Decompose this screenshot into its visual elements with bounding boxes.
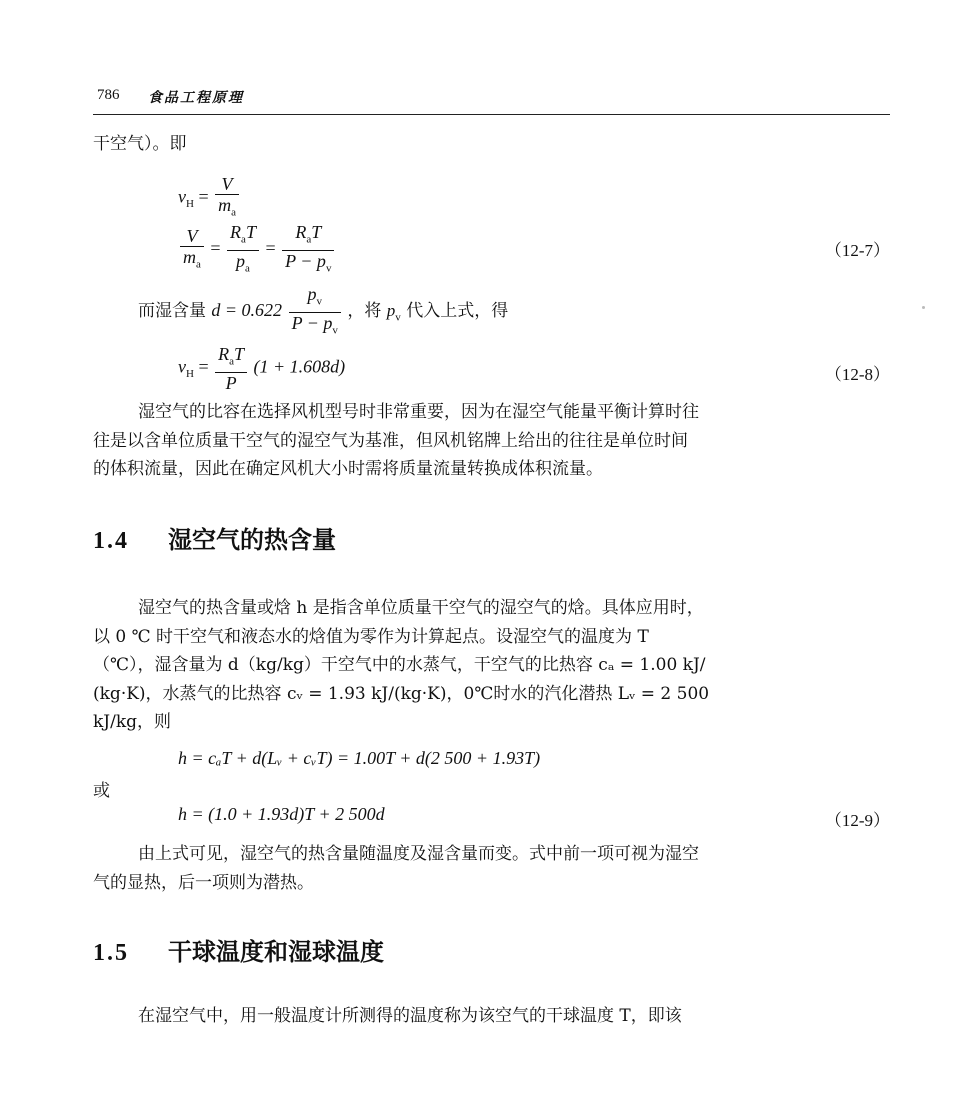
text-line: 的体积流量，因此在确定风机大小时需将质量流量转换成体积流量。: [93, 459, 603, 479]
text-line: （℃），湿含量为 d（kg/kg）干空气中的水蒸气，干空气的比热容 cₐ = 1.00 kJ/: [93, 655, 706, 675]
text-line: 湿空气的比容在选择风机型号时非常重要，因为在湿空气能量平衡计算时往: [138, 402, 699, 422]
margin-mark: [922, 306, 925, 309]
equation-12-7: $\frac{V}{m_a}$ = $\frac{R_aT}{p_a}$ = $\frac{R_aT}{P - p_v}$: [178, 222, 336, 278]
or-label: 或: [93, 781, 110, 801]
page-number: 786: [97, 87, 120, 103]
intro-line: 干空气）。即: [93, 134, 187, 154]
equation-12-8: $v_H$ = $\frac{R_aT}{P}$ (1 + 1.608d): [178, 344, 346, 393]
text-line: 以 0 ℃ 时干空气和液态水的焓值为零作为计算起点。设湿空气的温度为 T: [93, 626, 649, 647]
fraction: $\frac{V}{m_a}$: [215, 174, 239, 223]
text-line: 气的显热，后一项则为潜热。: [93, 872, 314, 893]
section-heading-1-4: 1.4 湿空气的热含量: [93, 525, 336, 554]
text-line: kJ/kg，则: [93, 712, 172, 732]
text-line: 在湿空气中，用一般温度计所测得的温度称为该空气的干球温度 T，即该: [138, 1006, 682, 1026]
equation-vh-definition: $v_H$ = $\frac{V}{m_a}$: [178, 174, 241, 223]
header-rule: [93, 114, 890, 115]
text-line: 往是以含单位质量干空气的湿空气为基准，但风机铭牌上给出的往往是单位时间: [93, 430, 688, 451]
moisture-content-line: 而湿含量 d = 0.622 $\frac{p_v}{P - p_v}$ ，将 $p_v$ 代入上式，得: [138, 284, 509, 337]
equation-number-12-7: （12-7）: [824, 241, 890, 260]
paragraph-dry-bulb: [93, 1002, 890, 1031]
equation-number-12-9: （12-9）: [824, 811, 890, 830]
text-line: 由上式可见，湿空气的热含量随温度及湿含量而变。式中前一项可视为湿空: [138, 844, 699, 864]
paragraph-enthalpy: [93, 594, 890, 737]
paragraph-sensible-latent: [93, 840, 890, 897]
text-line: (kg·K)，水蒸气的比热容 cᵥ = 1.93 kJ/(kg·K)，0℃时水的汽化潜热 Lᵥ = 2 500: [93, 683, 710, 704]
moisture-equation: d = 0.622 $\frac{p_v}{P - p_v}$: [211, 300, 347, 320]
book-title: 食品工程原理: [148, 90, 244, 106]
paragraph-specific-volume: [93, 398, 890, 484]
text-line: 湿空气的热含量或焓 h 是指含单位质量干空气的湿空气的焓。具体应用时，: [138, 598, 704, 618]
page-header: [93, 82, 890, 112]
section-heading-1-5: 1.5 干球温度和湿球温度: [93, 937, 384, 966]
equation-number-12-8: （12-8）: [824, 365, 890, 384]
equation-12-9: h = (1.0 + 1.93d)T + 2 500d: [178, 804, 385, 824]
equation-enthalpy: h = cₐT + d(Lᵥ + cᵥT) = 1.00T + d(2 500 + 1.93T): [178, 748, 541, 768]
intro-text: [93, 130, 890, 159]
